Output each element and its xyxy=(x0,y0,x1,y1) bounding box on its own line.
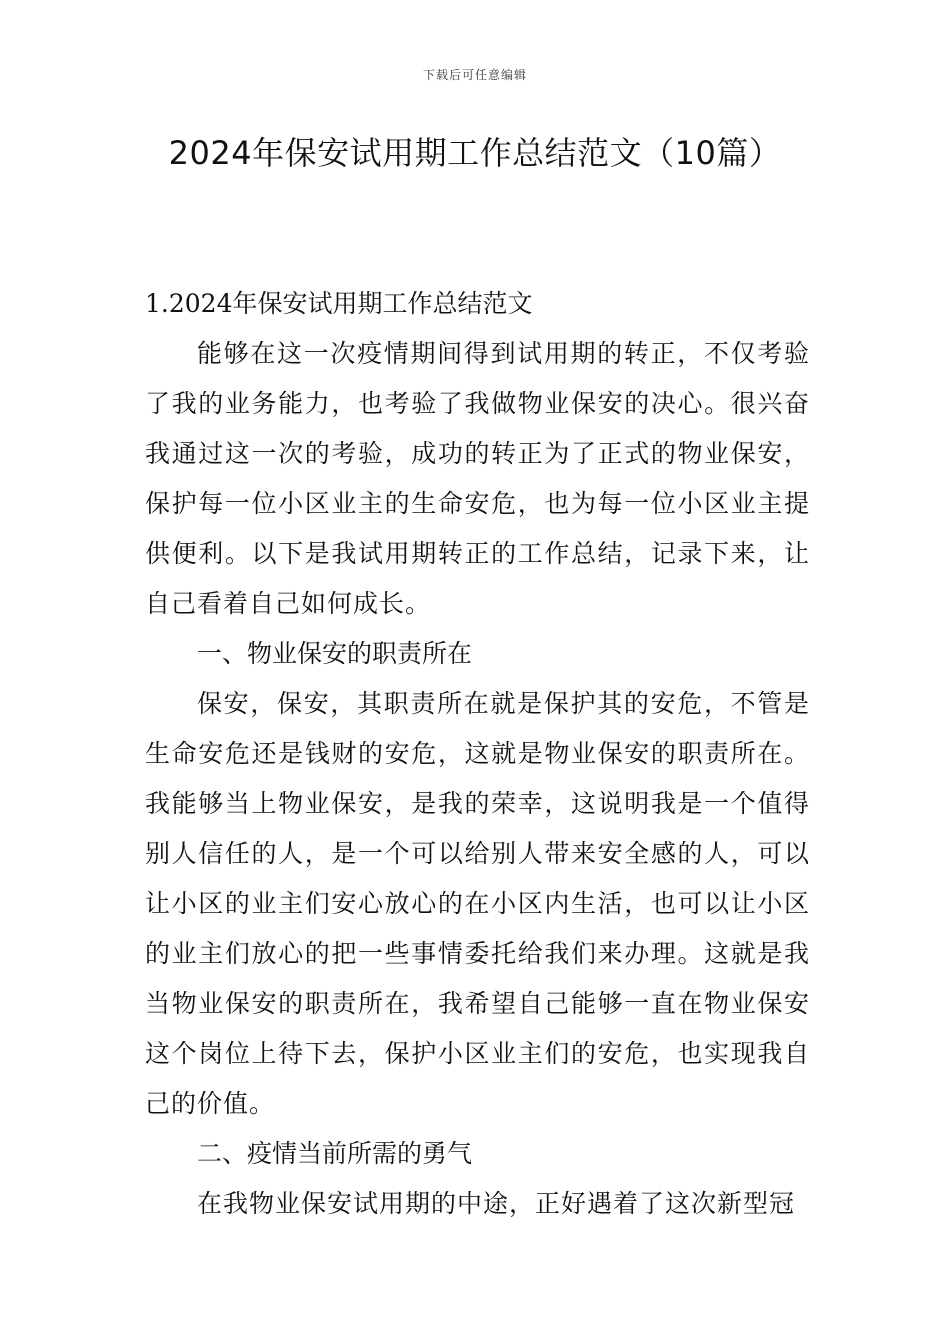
header-note: 下载后可任意编辑 xyxy=(422,68,527,82)
subheading-courage: 二、疫情当前所需的勇气 xyxy=(197,1139,473,1168)
paragraph-courage: 在我物业保安试用期的中途，正好遇着了这次新型冠 xyxy=(197,1189,796,1218)
paragraph-intro: 能够在这一次疫情期间得到试用期的转正，不仅考验了我的业务能力，也考验了我做物业保安的决心。很兴奋我通过这一次的考验，成功的转正为了正式的物业保安，保护每一位小区业主的生命安危，也为每一位小区业主提供便利。以下是我试用期转正的工作总结，记录下来，让自己看着自己如何成长。 xyxy=(145,339,810,618)
document-title: 2024年保安试用期工作总结范文（10篇） xyxy=(168,134,782,172)
document-body xyxy=(145,279,810,1229)
paragraph-duties: 保安，保安，其职责所在就是保护其的安危，不管是生命安危还是钱财的安危，这就是物业保安的职责所在。我能够当上物业保安，是我的荣幸，这说明我是一个值得别人信任的人，是一个可以给别人带来安全感的人，可以让小区的业主们安心放心的在小区内生活，也可以让小区的业主们放心的把一些事情委托给我们来办理。这就是我当物业保安的职责所在，我希望自己能够一直在物业保安这个岗位上待下去，保护小区业主们的安危，也实现我自己的价值。 xyxy=(145,689,810,1118)
section-title: 1.2024年保安试用期工作总结范文 xyxy=(145,289,533,318)
subheading-duties: 一、物业保安的职责所在 xyxy=(197,639,473,668)
